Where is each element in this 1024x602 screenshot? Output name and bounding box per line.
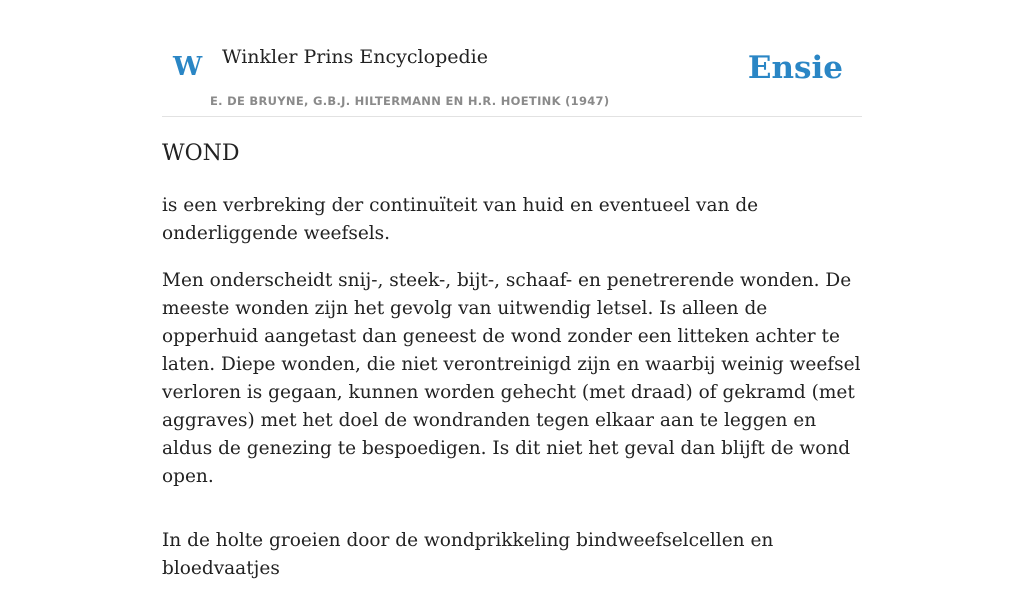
page-header — [162, 0, 862, 117]
article-paragraph: In de holte groeien door de wondprikkeling bindweefselcellen en bloedvaatjes — [162, 530, 774, 579]
book-logo-icon[interactable]: W — [173, 52, 203, 82]
ensie-logo-link[interactable]: Ensie — [747, 50, 843, 86]
article-content — [162, 138, 862, 602]
article-paragraph: is een verbreking der continuïteit van huid en eventueel van de onderliggende weefsels. — [162, 195, 759, 244]
book-authors: E. DE BRUYNE, G.B.J. HILTERMANN EN H.R. HOETINK (1947) — [210, 94, 610, 108]
article-paragraph: Men onderscheidt snij-, steek-, bijt-, schaaf- en penetrerende wonden. De meeste wonden zijn het gevolg van uitwendig letsel. Is alleen de opperhuid aangetast dan geneest de wond zonder een litteken achter te laten. Diepe wonden, die niet verontreinigd zijn en waarbij weinig weefsel verloren is gegaan, kunnen worden gehecht (met draad) of gekramd (met aggraves) met het doel de wondranden tegen elkaar aan te leggen en aldus de genezing te bespoedigen. Is dit niet het geval dan blijft de wond open. — [162, 270, 861, 487]
article-headword: WOND — [162, 141, 240, 166]
book-title-link[interactable]: Winkler Prins Encyclopedie — [222, 46, 488, 68]
